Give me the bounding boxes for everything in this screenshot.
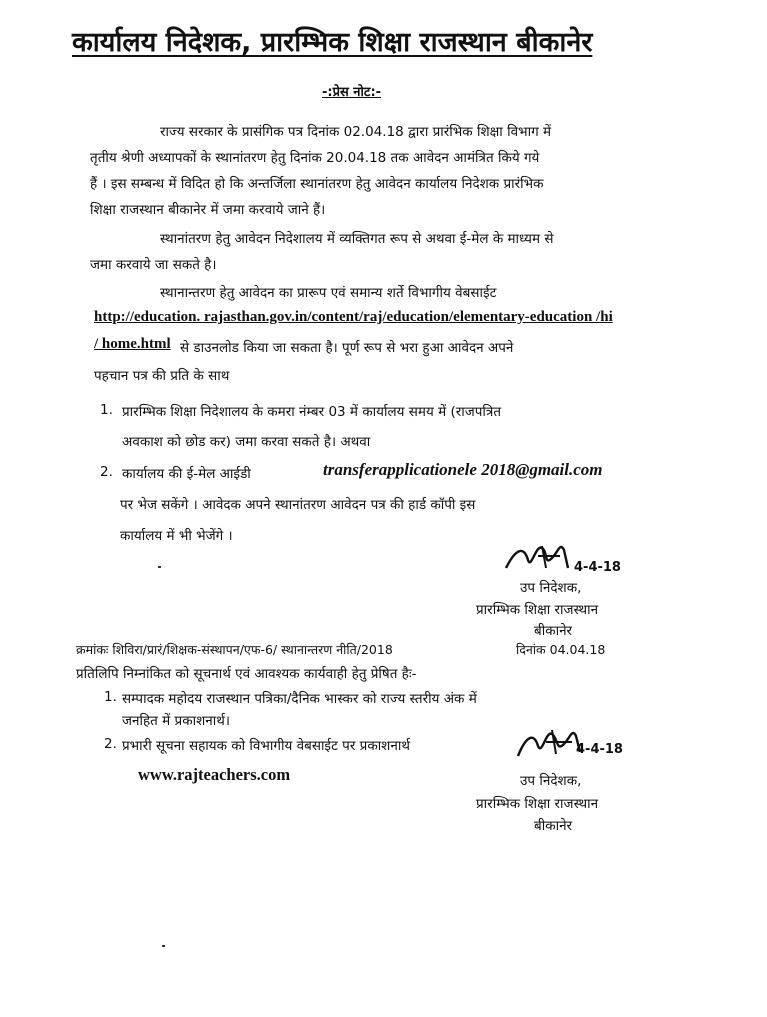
signature-1-date: 4-4-18 [574,560,621,575]
signature-2-department: प्रारम्भिक शिक्षा राजस्थान [476,796,599,812]
stray-mark [158,566,161,568]
option-2-number: 2. [100,464,113,480]
website-url-line-1[interactable]: http://education. rajasthan.gov.in/content/raj/education/elementary-education /hi [94,309,613,325]
body-line-6: जमा करवाये जा सकते है। [90,257,217,273]
reference-number: क्रमांकः शिविरा/प्रारं/शिक्षक-संस्थापन/एफ-6/ स्थानान्तरण नीति/2018 [76,642,393,657]
email-address[interactable]: transferapplicationele 2018@gmail.com [323,460,603,479]
copy-item-1-line-2: जनहित में प्रकाशनार्थ। [122,713,230,729]
body-line-7: स्थानान्तरण हेतु आवेदन का प्रारूप एवं समान्य शर्ते विभागीय वेबसाईट [160,285,497,301]
body-line-5: स्थानांतरण हेतु आवेदन निदेशालय में व्यक्तिगत रूप से अथवा ई-मेल के माध्यम से [160,231,554,247]
body-line-2: तृतीय श्रेणी अध्यापकों के स्थानांतरण हेतु दिनांक 20.04.18 तक आवेदन आमंत्रित किये गये [90,150,540,166]
option-1-line-1: प्रारम्भिक शिक्षा निदेशालय के कमरा नंम्बर 03 में कार्यालय समय में (राजपत्रित [122,404,502,420]
signature-2-city: बीकानेर [534,818,573,834]
office-title: कार्यालय निदेशक, प्रारम्भिक शिक्षा राजस्थान बीकानेर [72,27,593,58]
body-line-1: राज्य सरकार के प्रासंगिक पत्र दिनांक 02.04.18 द्वारा प्रारंभिक शिक्षा विभाग में [160,124,552,140]
body-line-4: शिक्षा राजस्थान बीकानेर में जमा करवाये जाने हैं। [90,202,326,218]
press-note-heading: -:प्रेस नोट:- [322,85,382,100]
id-proof-line: पहचान पत्र की प्रति के साथ [94,368,230,384]
signature-1-designation: उप निदेशक, [520,580,582,596]
website-watermark: www.rajteachers.com [138,765,291,784]
body-line-3: हैं । इस सम्बन्ध में विदित हो कि अन्तर्जिला स्थानांतरण हेतु आवेदन कार्यालय निदेशक प्रारंभिक [90,176,544,192]
website-url-line-2[interactable]: / home.html [94,336,171,352]
copy-intro: प्रतिलिपि निम्नांकित को सूचनार्थ एवं आवश्यक कार्यवाही हेतु प्रेषित हैः- [76,666,417,682]
signature-2-designation: उप निदेशक, [520,773,582,789]
stray-mark-bottom [162,945,165,947]
reference-date: दिनांक 04.04.18 [516,642,606,657]
signature-1-city: बीकानेर [534,623,573,639]
option-1-number: 1. [100,402,113,418]
signature-1-department: प्रारम्भिक शिक्षा राजस्थान [476,602,599,618]
option-2-line-2: पर भेज सकेंगे । आवेदक अपने स्थानांतरण आवेदन पत्र की हार्ड कॉपी इस [120,497,476,513]
download-instruction: से डाउनलोड किया जा सकता है। पूर्ण रूप से भरा हुआ आवेदन अपने [180,340,514,356]
signature-2-date: 4-4-18 [576,742,623,757]
option-2-prefix: कार्यालय की ई-मेल आईडी [122,466,251,482]
option-2-line-3: कार्यालय में भी भेजेंगे । [120,528,233,544]
copy-item-1-line-1: सम्पादक महोदय राजस्थान पत्रिका/दैनिक भास्कर को राज्य स्तरीय अंक में [122,691,477,707]
copy-item-1-number: 1. [104,689,117,705]
option-1-line-2: अवकाश को छोड कर) जमा करवा सकते है। अथवा [122,434,371,450]
copy-item-2-text: प्रभारी सूचना सहायक को विभागीय वेबसाईट पर प्रकाशनार्थ [122,738,410,754]
copy-item-2-number: 2. [104,736,117,752]
